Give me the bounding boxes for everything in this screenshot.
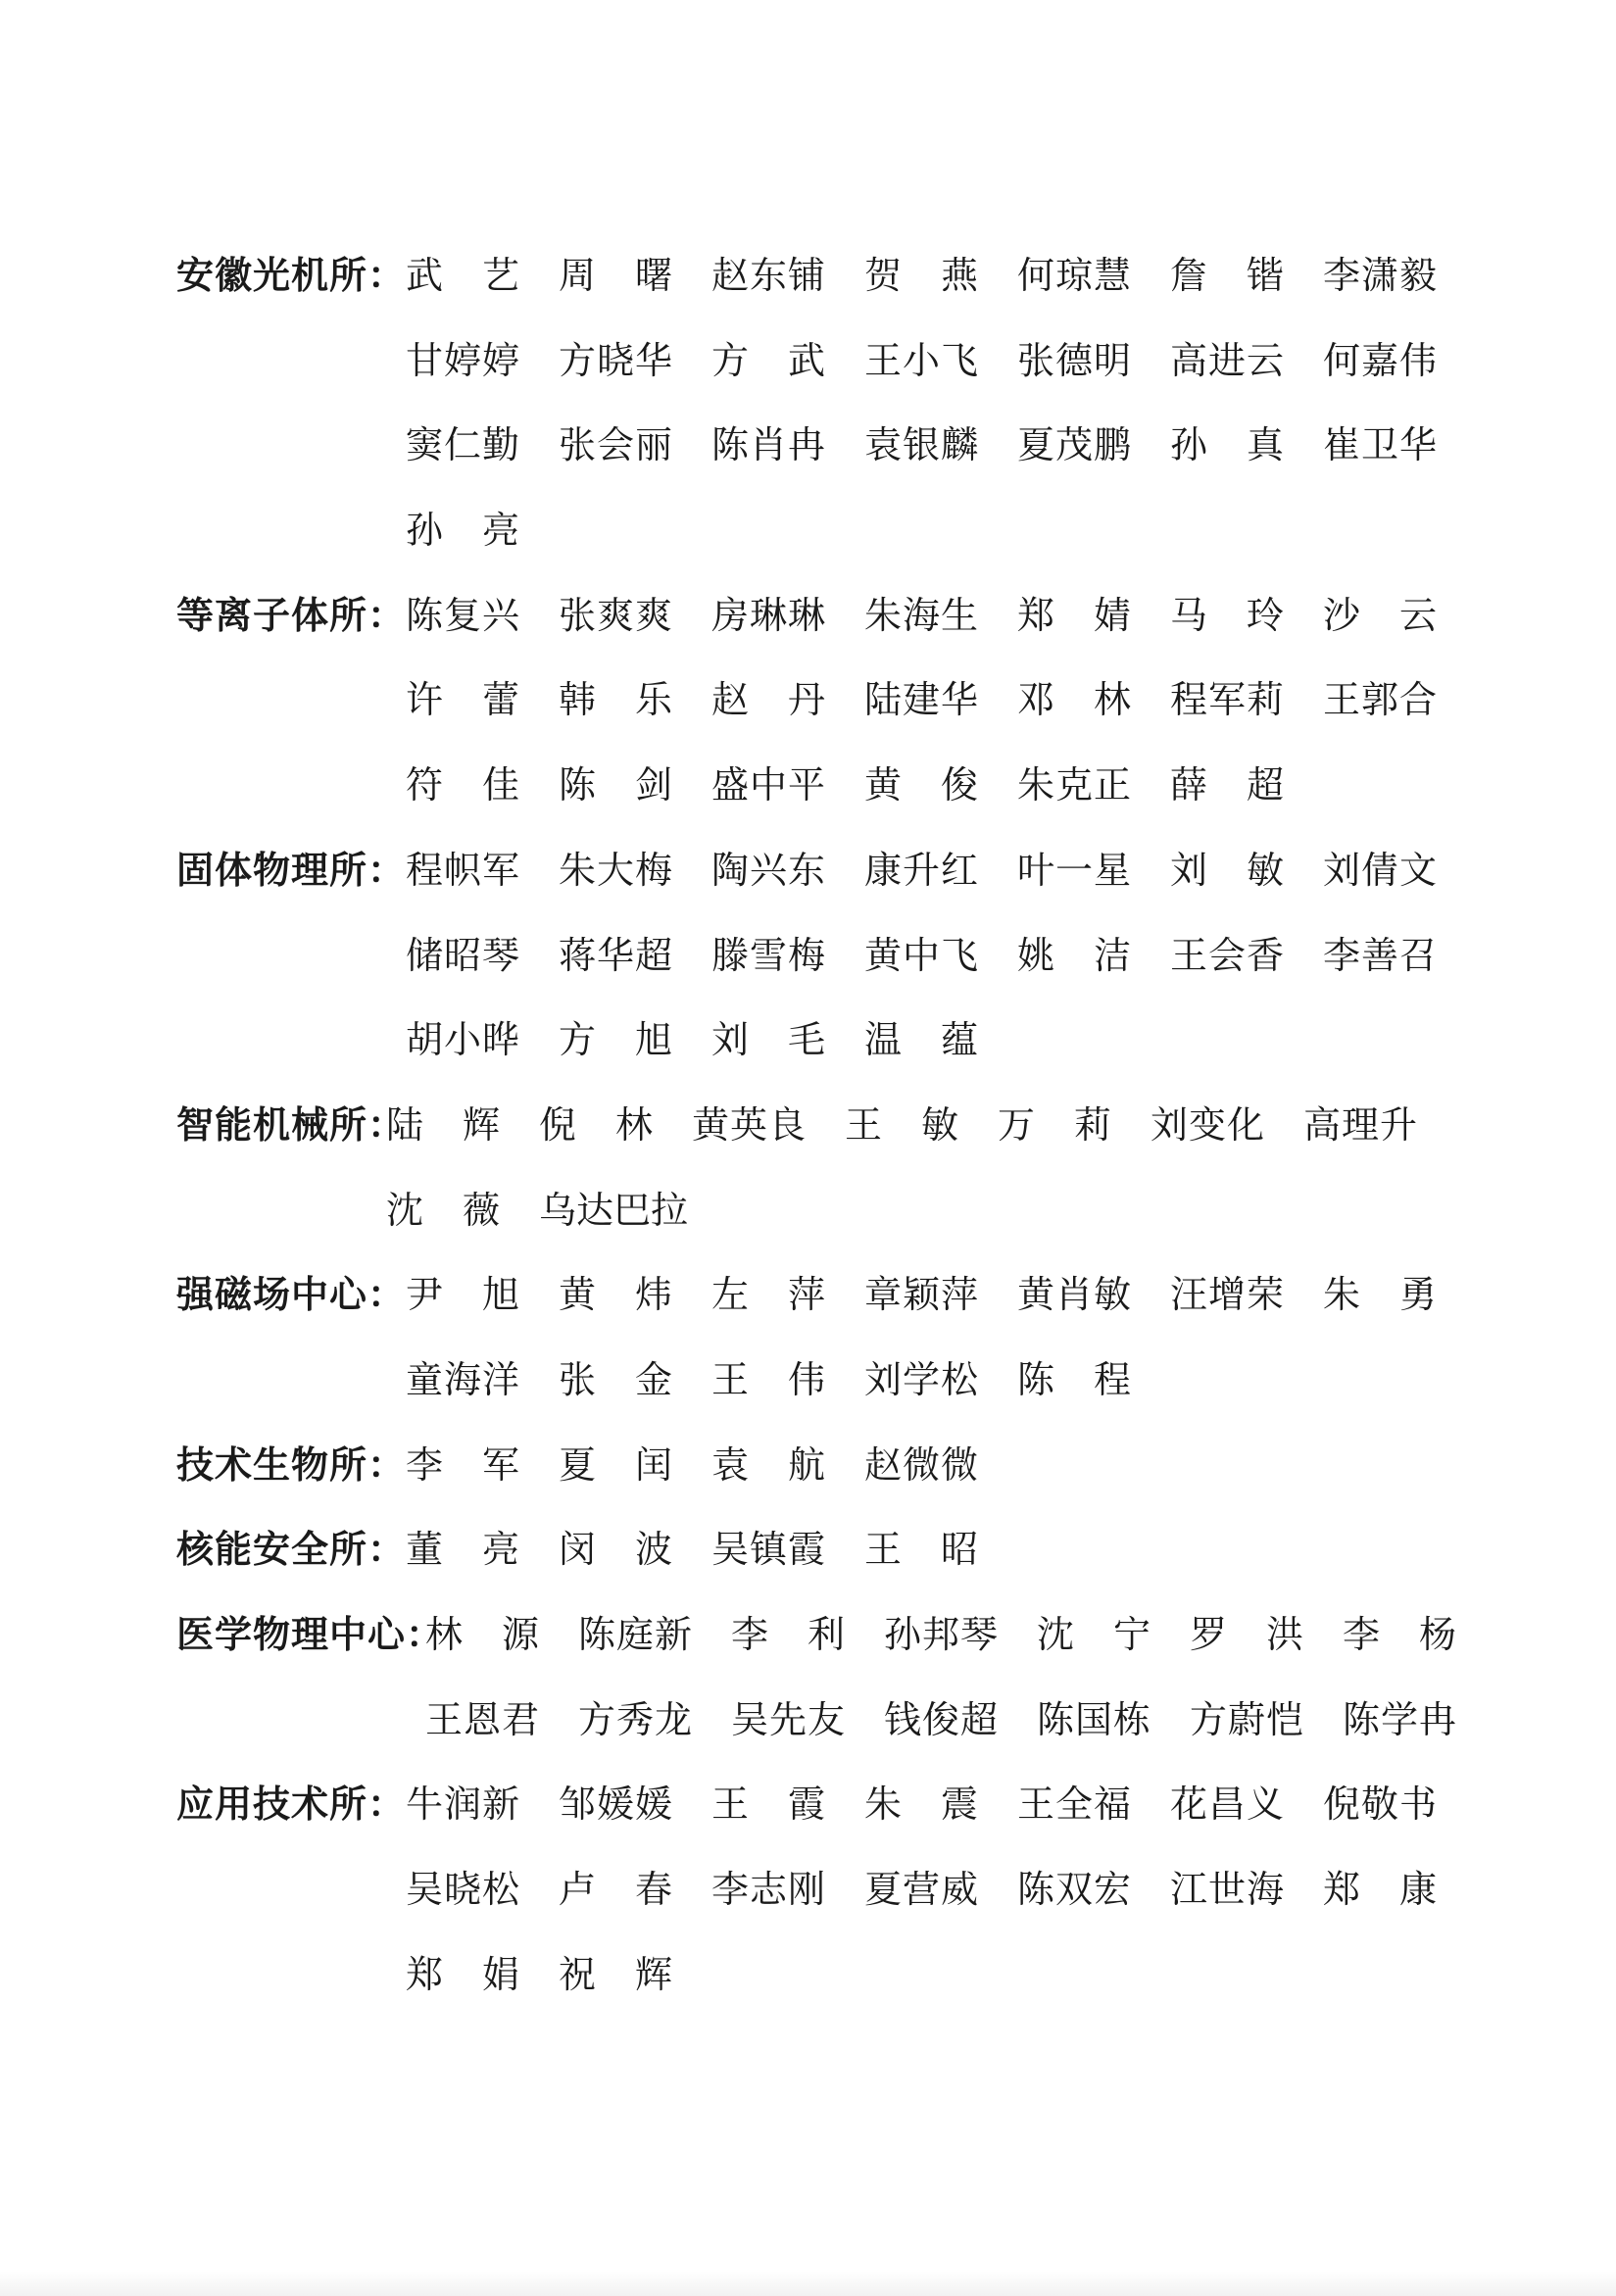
person-name: 吴先友 (731, 1697, 845, 1741)
person-name: 甘婷婷 (406, 338, 519, 382)
person-name: 吴晓松 (406, 1868, 519, 1912)
group-label: 医学物理中心： (176, 1613, 445, 1656)
person-name: 黄 俊 (864, 763, 978, 807)
group-names (406, 1423, 1476, 1508)
person-name: 刘 敏 (1170, 848, 1284, 892)
person-name: 王 伟 (711, 1357, 825, 1401)
person-name: 康升红 (864, 848, 978, 892)
person-name: 赵微微 (864, 1442, 978, 1487)
person-name: 万 莉 (998, 1102, 1111, 1147)
person-name: 刘变化 (1151, 1102, 1264, 1147)
person-name: 袁银麟 (864, 423, 978, 467)
person-name: 陈庭新 (578, 1613, 692, 1656)
person-name: 夏 闰 (559, 1442, 672, 1487)
person-name: 何嘉伟 (1323, 338, 1437, 382)
person-name: 陶兴东 (711, 848, 825, 892)
person-name: 方 旭 (559, 1018, 672, 1062)
person-name: 花昌义 (1170, 1783, 1284, 1827)
person-name: 孙 亮 (406, 509, 519, 553)
person-name: 董 亮 (406, 1528, 519, 1572)
person-name: 赵 丹 (711, 678, 825, 722)
person-name: 王小飞 (864, 338, 978, 382)
person-name: 王 霞 (711, 1783, 825, 1827)
person-name: 房琳琳 (711, 593, 825, 637)
person-name: 倪敬书 (1323, 1783, 1437, 1827)
group-names (425, 1592, 1495, 1762)
person-name: 汪增荣 (1170, 1273, 1284, 1317)
person-name: 朱 勇 (1323, 1273, 1437, 1317)
person-name: 李潇毅 (1323, 254, 1437, 297)
group-names (406, 1507, 1476, 1592)
person-name: 邹媛媛 (559, 1783, 672, 1827)
group-label: 技术生物所： (176, 1442, 407, 1487)
person-name: 方晓华 (559, 338, 672, 382)
person-name: 高理升 (1303, 1102, 1417, 1147)
person-name: 陈国栋 (1037, 1697, 1151, 1741)
person-name: 薛 超 (1170, 763, 1284, 807)
group-high-magnetic-field (176, 1252, 1490, 1422)
person-name: 崔卫华 (1323, 423, 1437, 467)
person-name: 郑 婧 (1017, 593, 1131, 637)
person-name: 蒋华超 (559, 933, 672, 977)
person-name: 黄肖敏 (1017, 1273, 1131, 1317)
group-intelligent-machines (176, 1083, 1490, 1252)
person-name: 马 玲 (1170, 593, 1284, 637)
person-name: 李 利 (731, 1613, 845, 1656)
person-name: 乌达巴拉 (539, 1188, 689, 1232)
person-name: 卢 春 (559, 1868, 672, 1912)
person-name: 左 萍 (711, 1273, 825, 1317)
person-name: 储昭琴 (406, 933, 519, 977)
person-name: 尹 旭 (406, 1273, 519, 1317)
person-name: 陈学冉 (1343, 1697, 1456, 1741)
group-label: 应用技术所： (176, 1783, 407, 1827)
person-name: 沈 宁 (1037, 1613, 1151, 1656)
person-name: 沈 薇 (386, 1188, 500, 1232)
person-name: 詹 锴 (1170, 254, 1284, 297)
person-name: 朱大梅 (559, 848, 672, 892)
group-label: 强磁场中心： (176, 1273, 407, 1317)
group-solid-state-physics (176, 828, 1490, 1083)
person-name: 孙邦琴 (884, 1613, 998, 1656)
group-names (406, 233, 1476, 573)
person-name: 滕雪梅 (711, 933, 825, 977)
person-name: 王 昭 (864, 1528, 978, 1572)
group-names (406, 1762, 1476, 2017)
person-name: 陆建华 (864, 678, 978, 722)
person-name: 王恩君 (425, 1697, 539, 1741)
person-name: 姚 洁 (1017, 933, 1131, 977)
person-name: 张 金 (559, 1357, 672, 1401)
person-name: 刘倩文 (1323, 848, 1437, 892)
group-plasma-physics (176, 573, 1490, 828)
person-name: 李 军 (406, 1442, 519, 1487)
person-name: 吴镇霞 (711, 1528, 825, 1572)
person-name: 武 艺 (406, 254, 519, 297)
person-name: 何琼慧 (1017, 254, 1131, 297)
group-label: 等离子体所： (176, 593, 407, 637)
person-name: 陈 剑 (559, 763, 672, 807)
person-name: 符 佳 (406, 763, 519, 807)
person-name: 朱海生 (864, 593, 978, 637)
person-name: 牛润新 (406, 1783, 519, 1827)
person-name: 程帜军 (406, 848, 519, 892)
person-name: 方秀龙 (578, 1697, 692, 1741)
person-name: 李 杨 (1343, 1613, 1456, 1656)
group-medical-physics (176, 1592, 1490, 1762)
person-name: 方 武 (711, 338, 825, 382)
person-name: 陈双宏 (1017, 1868, 1131, 1912)
group-applied-technology (176, 1762, 1490, 2017)
person-name: 张会丽 (559, 423, 672, 467)
person-name: 李善召 (1323, 933, 1437, 977)
person-name: 郑 康 (1323, 1868, 1437, 1912)
group-label: 核能安全所： (176, 1528, 407, 1572)
person-name: 陆 辉 (386, 1102, 500, 1147)
person-name: 郑 娟 (406, 1952, 519, 1996)
group-names (406, 828, 1476, 1083)
person-name: 黄 炜 (559, 1273, 672, 1317)
person-name: 陈 程 (1017, 1357, 1131, 1401)
person-name: 倪 林 (539, 1102, 653, 1147)
person-name: 沙 云 (1323, 593, 1437, 637)
person-name: 江世海 (1170, 1868, 1284, 1912)
person-name: 童海洋 (406, 1357, 519, 1401)
group-label: 安徽光机所： (176, 254, 407, 297)
person-name: 周 曙 (559, 254, 672, 297)
person-name: 林 源 (425, 1613, 539, 1656)
person-name: 李志刚 (711, 1868, 825, 1912)
person-name: 黄中飞 (864, 933, 978, 977)
person-name: 闵 波 (559, 1528, 672, 1572)
person-name: 邓 林 (1017, 678, 1131, 722)
person-name: 祝 辉 (559, 1952, 672, 1996)
person-name: 钱俊超 (884, 1697, 998, 1741)
person-name: 温 蕴 (864, 1018, 978, 1062)
person-name: 张爽爽 (559, 593, 672, 637)
person-name: 程军莉 (1170, 678, 1284, 722)
person-name: 陈复兴 (406, 593, 519, 637)
group-nuclear-safety (176, 1507, 1490, 1592)
person-name: 王郭合 (1323, 678, 1437, 722)
person-name: 罗 洪 (1190, 1613, 1303, 1656)
group-names (406, 573, 1476, 828)
person-name: 陈肖冉 (711, 423, 825, 467)
person-name: 张德明 (1017, 338, 1131, 382)
group-technical-biology (176, 1423, 1490, 1508)
person-name: 王会香 (1170, 933, 1284, 977)
group-label: 智能机械所： (176, 1102, 407, 1147)
person-name: 袁 航 (711, 1442, 825, 1487)
person-name: 叶一星 (1017, 848, 1131, 892)
person-name: 盛中平 (711, 763, 825, 807)
name-list (176, 233, 1490, 2017)
group-anhui-optics (176, 233, 1490, 573)
person-name: 黄英良 (692, 1102, 806, 1147)
person-name: 章颖萍 (864, 1273, 978, 1317)
person-name: 赵东铺 (711, 254, 825, 297)
person-name: 朱克正 (1017, 763, 1131, 807)
person-name: 窦仁勤 (406, 423, 519, 467)
person-name: 韩 乐 (559, 678, 672, 722)
person-name: 王全福 (1017, 1783, 1131, 1827)
person-name: 刘 毛 (711, 1018, 825, 1062)
person-name: 王 敏 (845, 1102, 958, 1147)
person-name: 许 蕾 (406, 678, 519, 722)
person-name: 高进云 (1170, 338, 1284, 382)
person-name: 刘学松 (864, 1357, 978, 1401)
group-names (386, 1083, 1456, 1252)
person-name: 夏茂鹏 (1017, 423, 1131, 467)
page-bottom-edge (0, 2272, 1616, 2296)
person-name: 方蔚恺 (1190, 1697, 1303, 1741)
person-name: 孙 真 (1170, 423, 1284, 467)
person-name: 胡小晔 (406, 1018, 519, 1062)
person-name: 朱 震 (864, 1783, 978, 1827)
group-label: 固体物理所： (176, 848, 407, 892)
person-name: 贺 燕 (864, 254, 978, 297)
group-names (406, 1252, 1476, 1422)
person-name: 夏营威 (864, 1868, 978, 1912)
